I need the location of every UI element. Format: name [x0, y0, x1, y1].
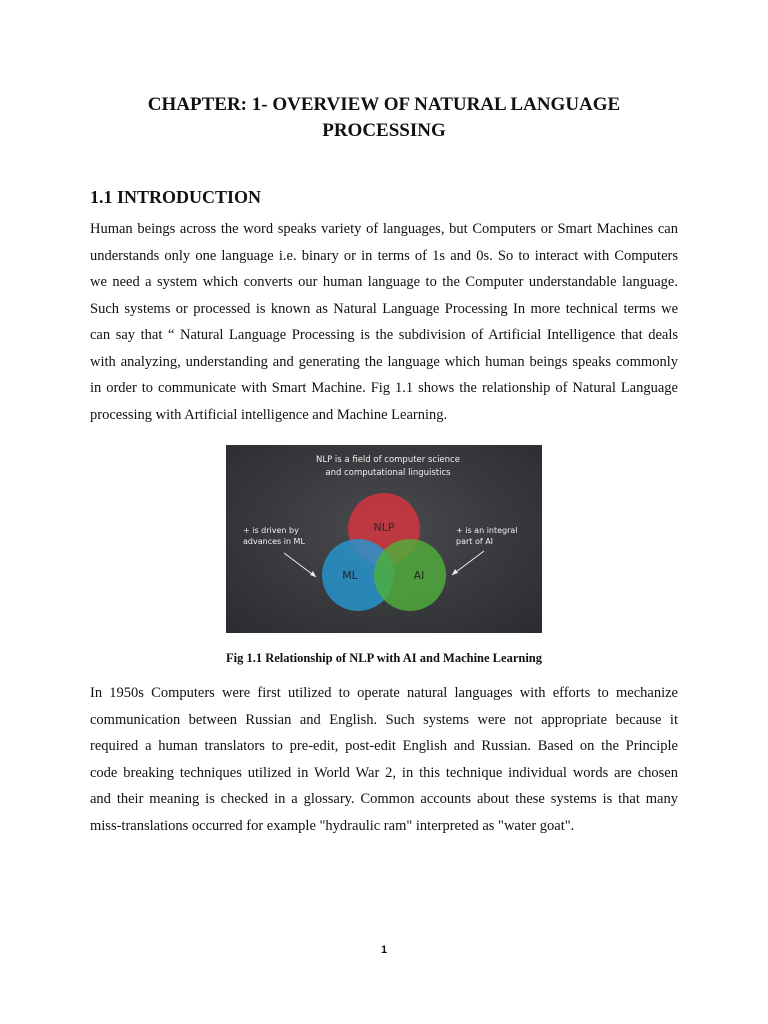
paragraph-line: understands only one language i.e. binary or in terms of 1s and 0s. So to interact with Computers	[90, 247, 678, 264]
paragraph-line: Such systems or processed is known as Natural Language Processing In more technical terms we	[90, 300, 678, 317]
paragraph-line: required a human translators to pre-edit, post-edit English and Russian. Based on the Principle	[90, 738, 678, 754]
chapter-title	[110, 92, 658, 144]
chapter-title-line-1: CHAPTER: 1- OVERVIEW OF NATURAL LANGUAGE	[147, 94, 621, 115]
paragraph-line: miss-translations occurred for example "hydraulic ram" interpreted as "water goat".	[90, 817, 575, 834]
paragraph-line: and their meaning is checked in a glossary. Common accounts about these systems is that many	[90, 791, 678, 807]
history-paragraph	[90, 680, 678, 839]
paragraph-line: with analyzing, understanding and generating the language which human beings speaks commonly	[90, 353, 678, 370]
page-number: 1	[380, 944, 388, 956]
paragraph-line: processing with Artificial intelligence and Machine Learning.	[90, 406, 448, 423]
section-heading: 1.1 INTRODUCTION	[90, 187, 262, 207]
figure-header-line-2: and computational linguistics	[325, 468, 451, 478]
chapter-title-line-2: PROCESSING	[322, 120, 446, 141]
left-note-line-2: advances in ML	[243, 537, 305, 546]
figure-caption: Fig 1.1 Relationship of NLP with AI and Machine Learning	[225, 651, 542, 665]
right-note-line-2: part of AI	[456, 537, 494, 546]
paragraph-line: in order to communicate with Smart Machine. Fig 1.1 shows the relationship of Natural Language	[90, 380, 678, 396]
paragraph-line: code breaking techniques utilized in World War 2, in this technique individual words are chosen	[90, 764, 678, 781]
ai-circle	[374, 539, 446, 611]
figure-header-line-1: NLP is a field of computer science	[316, 455, 460, 465]
venn-diagram	[226, 445, 542, 633]
paragraph-line: In 1950s Computers were first utilized to operate natural languages with efforts to mechanize	[90, 685, 678, 701]
left-arrow-head	[310, 571, 316, 577]
right-arrow-head	[452, 569, 458, 575]
right-note-line-1: + is an integral	[456, 526, 518, 535]
paragraph-line: we need a system which converts our human language to the Computer understandable language.	[90, 274, 678, 290]
paragraph-line: Human beings across the word speaks variety of languages, but Computers or Smart Machines can	[90, 221, 678, 237]
ai-circle-label: AI	[413, 569, 425, 582]
intro-paragraph	[90, 216, 678, 428]
left-note-line-1: + is driven by	[243, 526, 299, 535]
nlp-circle-label: NLP	[373, 521, 395, 534]
paragraph-line: can say that “ Natural Language Processing is the subdivision of Artificial Intelligence that deals	[90, 327, 678, 343]
ml-circle-label: ML	[342, 569, 358, 582]
paragraph-line: communication between Russian and English. Such systems were not appropriate because it	[90, 711, 678, 728]
nlp-venn-figure	[226, 445, 542, 633]
